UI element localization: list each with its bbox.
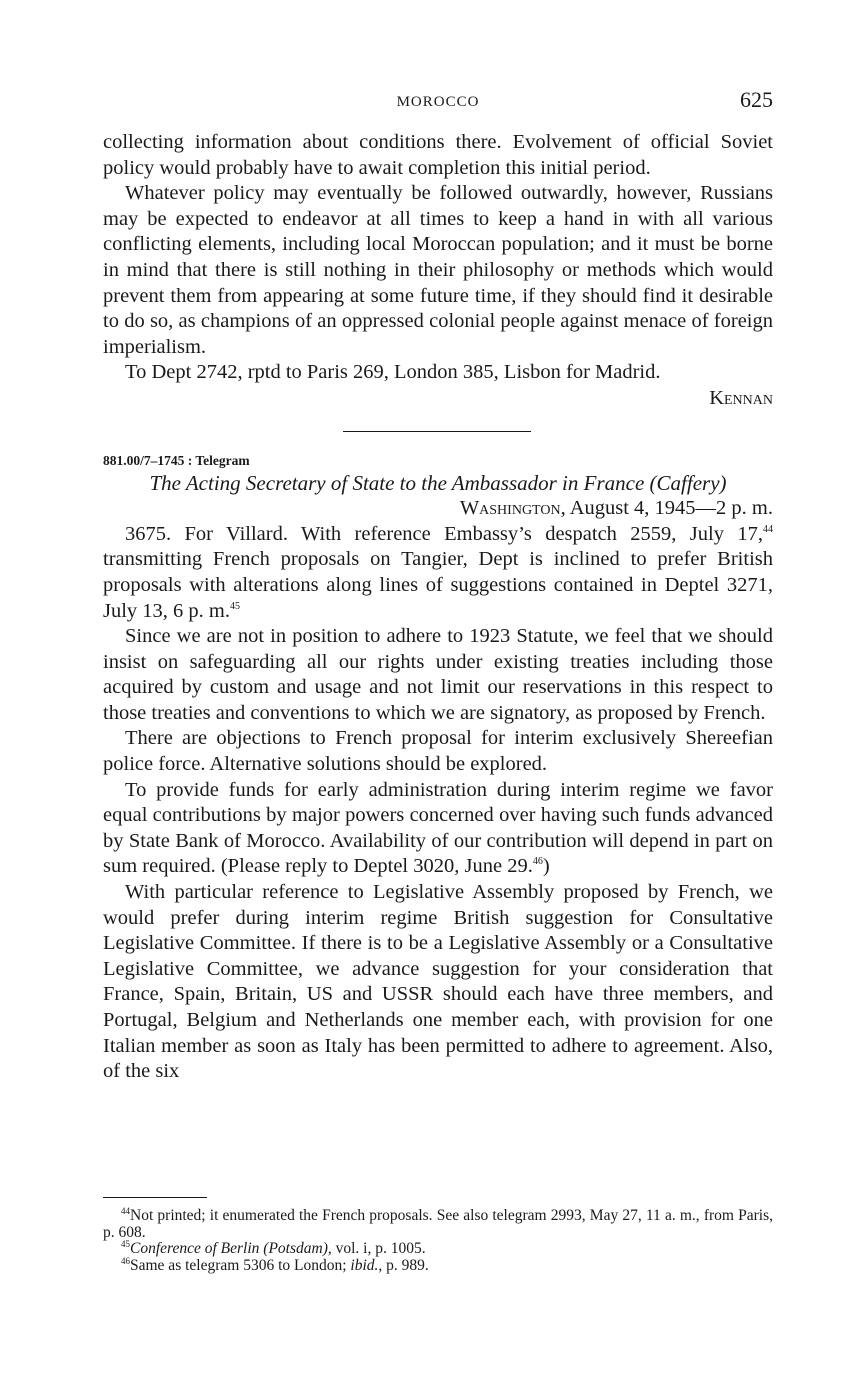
dateline-place: Washington [459, 497, 561, 520]
paragraph: To Dept 2742, rptd to Paris 269, London 385, Lisbon for Madrid. [125, 361, 661, 384]
paragraph: Since we are not in position to adhere to 1923 Statute, we feel that we should insist on safeguarding all our rights under existing treaties including those acquired by custom and usage and not limit our reservations in this respect to those treaties and conventions to which we are signatory, as proposed by French. [103, 625, 773, 724]
running-head: MOROCCO [396, 94, 480, 110]
footnotes [103, 1205, 773, 1274]
body-text [103, 130, 773, 1085]
paragraph: collecting information about conditions there. Evolvement of official Soviet policy would probably have to await completion this initial period. [103, 131, 773, 179]
paragraph: There are objections to French proposal for interim exclusively Shereefian police force. Alternative solutions should be explored. [103, 727, 773, 776]
footnote-ref[interactable]: 44 [763, 523, 773, 535]
document-title: The Acting Secretary of State to the Ambassador in France (Caffery) [149, 470, 727, 495]
paragraph [103, 778, 773, 880]
page-number: 625 [740, 87, 773, 112]
footnote-text: , vol. i, p. 1005. [327, 1240, 426, 1257]
footnote-mark: 45 [121, 1238, 130, 1249]
text-run: 3675. For Villard. With reference Embassy’s despatch 2559, July 17, [125, 522, 763, 545]
paragraph: With particular reference to Legislative Assembly proposed by French, we would prefer during interim regime British suggestion for Consultative Legislative Committee. If there is to be a Legislative Assembly or a Consultative Legislative Committee, we advance suggestion for your consideration that France, Spain, Britain, US and USSR should each have three members, and Portugal, Belgium and Netherlands one member each, with provision for one Italian member as soon as Italy has been permitted to adhere to agreement. Also, of the six [103, 881, 773, 1083]
footnote-text: , p. 989. [378, 1256, 429, 1274]
footnote-ref[interactable]: 46 [532, 856, 543, 868]
signature: Kennan [709, 386, 773, 409]
footnote [103, 1205, 773, 1241]
footnote [103, 1255, 773, 1275]
footnote-rule [103, 1197, 207, 1198]
footnote-text: Not printed; it enumerated the French proposals. See also telegram 2993, May 27, 11 a. m., from Paris, p. 608. [103, 1207, 773, 1241]
paragraph [103, 522, 773, 624]
section-divider [343, 431, 531, 432]
text-run: ) [542, 855, 550, 878]
footnote-text: Same as telegram 5306 to London; [130, 1256, 351, 1274]
paragraph: Whatever policy may eventually be followed outwardly, however, Russians may be expected to endeavor at all times to keep a hand in with all various conflicting elements, including local Moroccan population; and it must be borne in mind that there is still nothing in their philosophy or methods which would prevent them from appearing at some future time, if they should find it desirable to do so, as champions of an oppressed colonial people against menace of foreign imperialism. [103, 182, 773, 358]
dateline [103, 496, 773, 522]
page-header [103, 88, 773, 116]
file-number: 881.00/7–1745 : Telegram [103, 452, 250, 468]
text-run: transmitting French proposals on Tangier, Dept is inclined to prefer British proposals with alterations along lines of suggestions contained in Deptel 3271, July 13, 6 p. m. [103, 548, 773, 622]
footnote-ref[interactable]: 45 [230, 600, 240, 612]
dateline-date: , August 4, 1945—2 p. m. [560, 497, 773, 520]
footnote [103, 1238, 773, 1258]
footnote-title: ibid. [350, 1256, 379, 1274]
footnote-title: Conference of Berlin (Potsdam) [130, 1240, 328, 1257]
text-run: To provide funds for early administration during interim regime we favor equal contributions by major powers concerned over having such funds advanced by State Bank of Morocco. Availability of our contribution will depend in part on sum required. (Please reply to Deptel 3020, June 29. [103, 778, 773, 878]
footnote-mark: 44 [121, 1205, 130, 1216]
footnote-mark: 46 [121, 1255, 130, 1266]
